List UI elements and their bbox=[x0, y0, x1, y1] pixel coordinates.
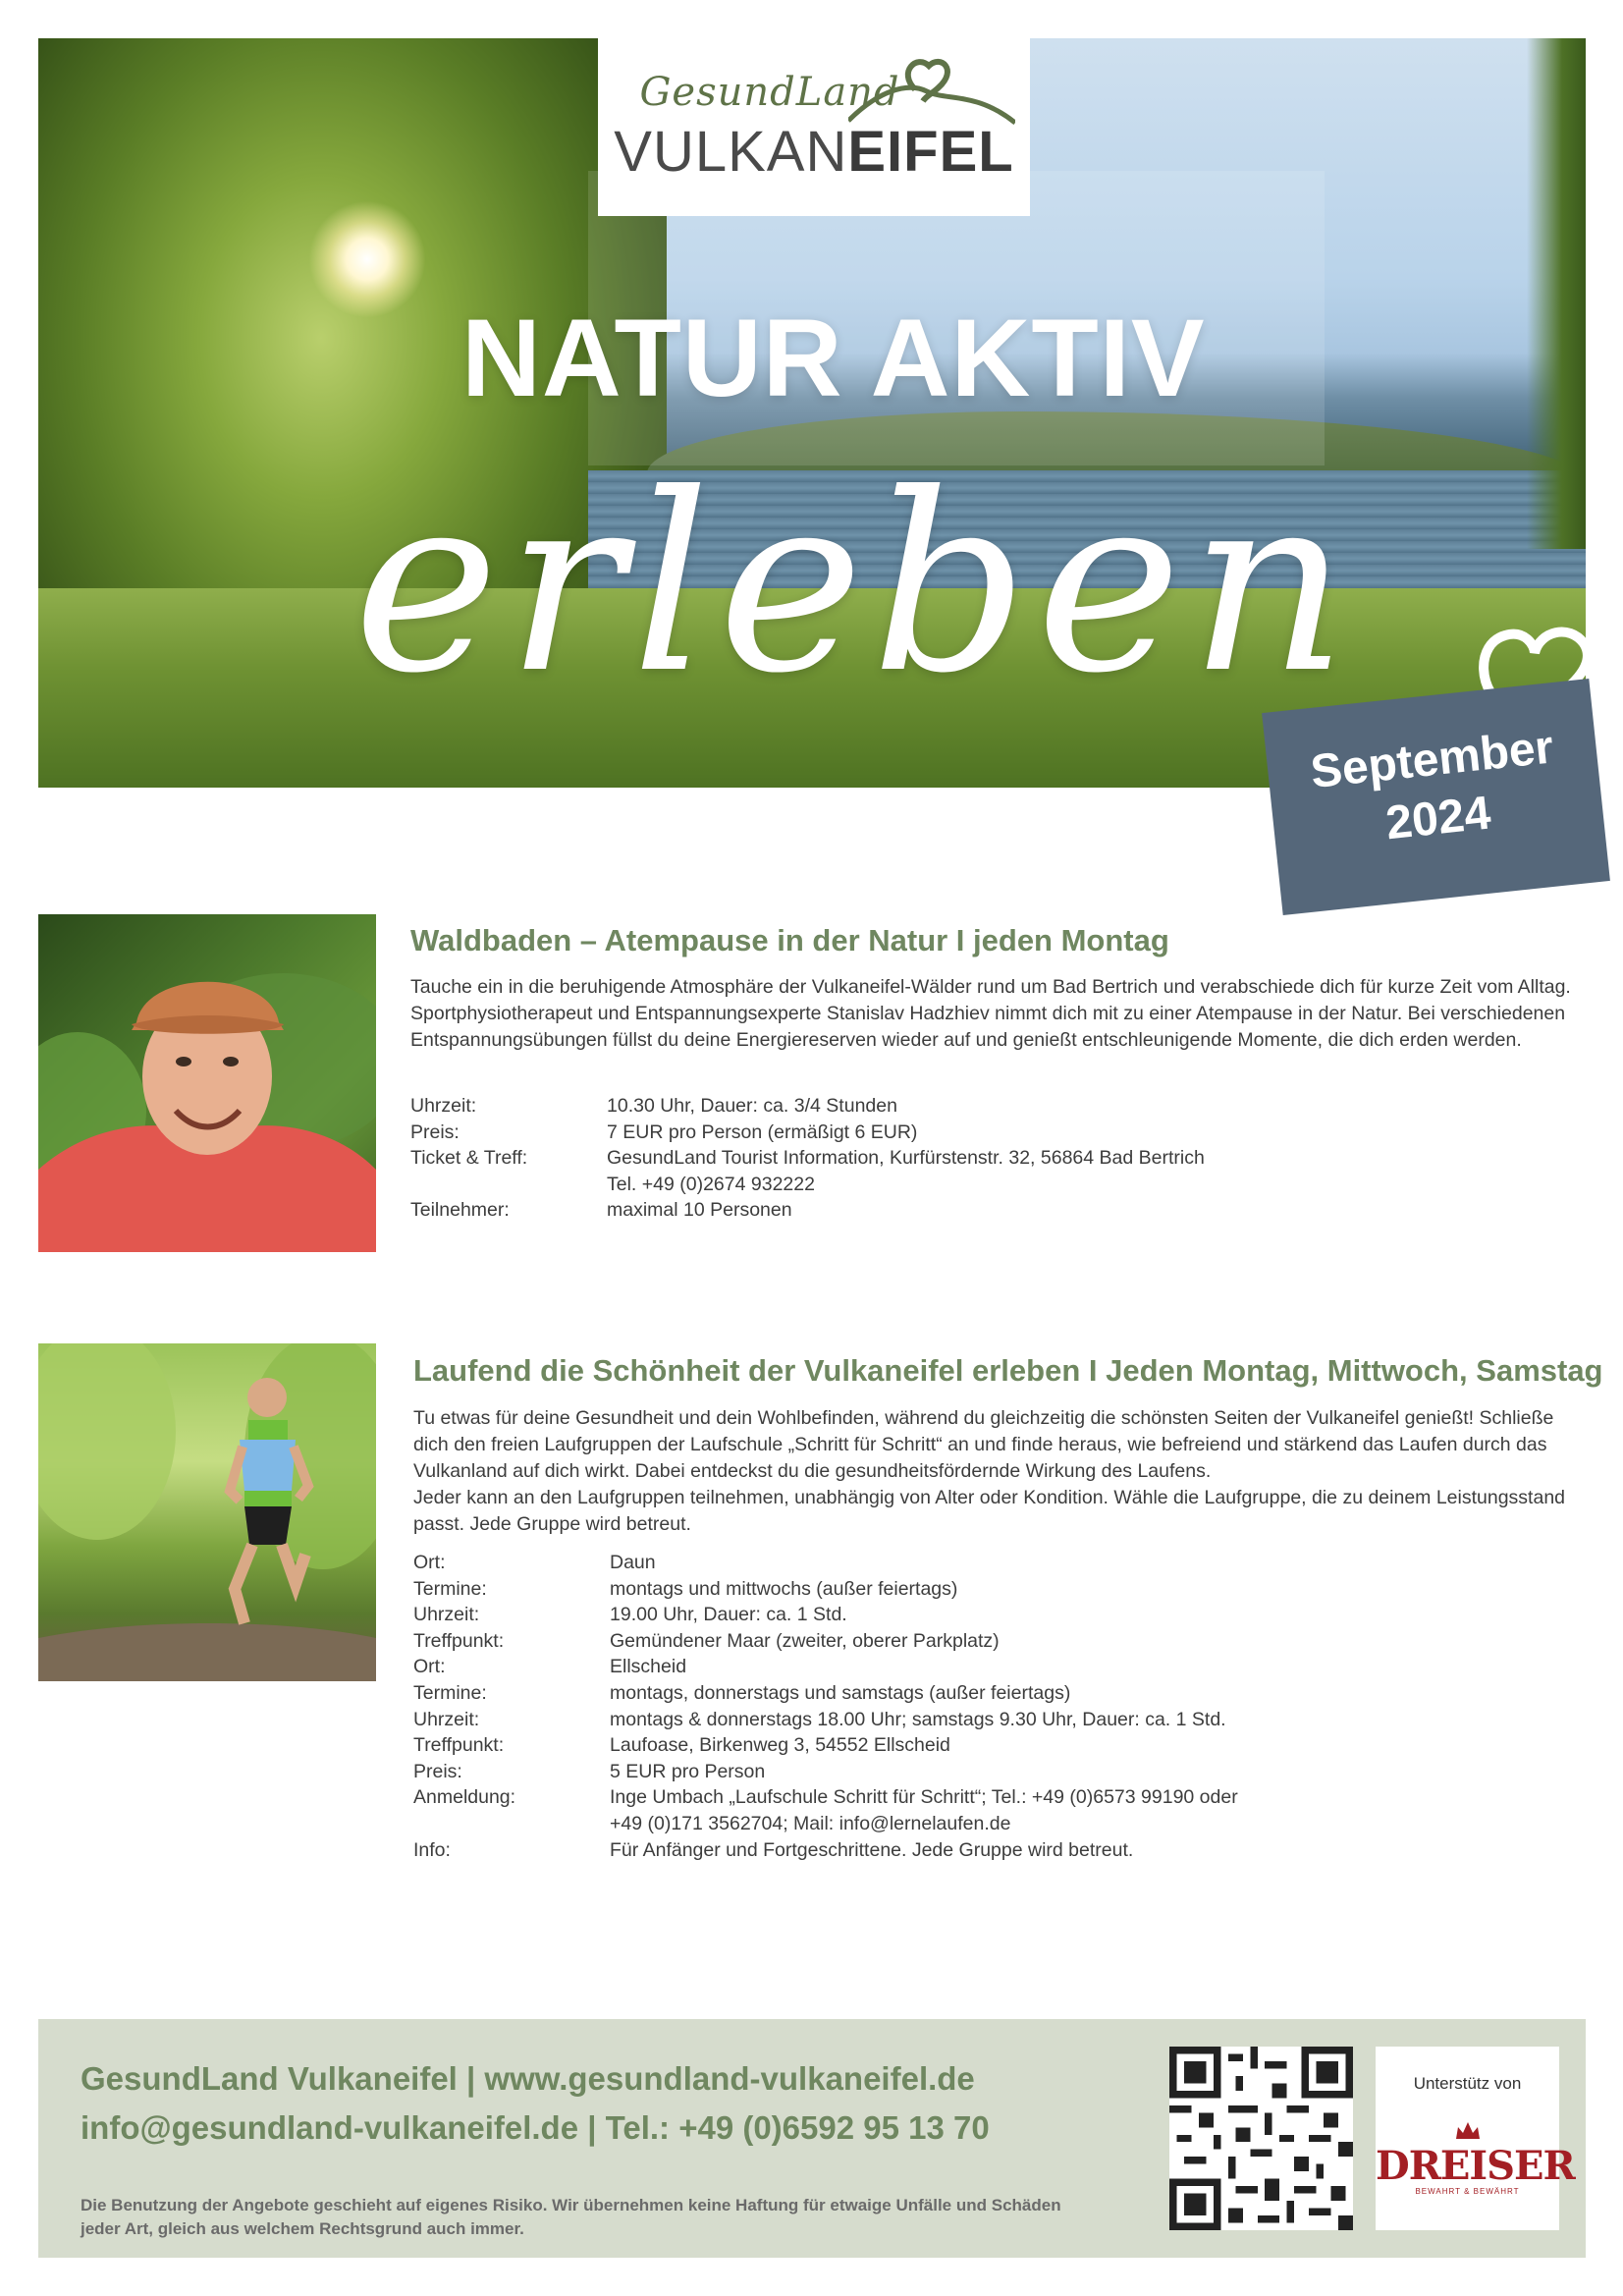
sponsor-tagline: BEWAHRT & BEWÄHRT bbox=[1415, 2187, 1520, 2196]
info-key: Treffpunkt: bbox=[413, 1629, 505, 1652]
info-value: Daun bbox=[610, 1552, 656, 1573]
info-key: Teilnehmer: bbox=[410, 1199, 510, 1222]
date-badge bbox=[1262, 679, 1610, 915]
info-row bbox=[413, 1680, 1572, 1707]
info-value: montags und mittwochs (außer feiertags) bbox=[610, 1577, 958, 1600]
info-value: 19.00 Uhr, Dauer: ca. 1 Std. bbox=[610, 1604, 847, 1626]
event-text-paragraph: Jeder kann an den Laufgruppen teilnehmen, unabhängig von Alter oder Kondition. Wähle die Laufgruppe, die zu deinem Leistungsstand passt. Jede Gruppe wird betreut. bbox=[413, 1487, 1566, 1535]
event-photo-waldbaden bbox=[38, 914, 376, 1252]
qr-code-graphic bbox=[1169, 2047, 1353, 2230]
footer-contact-mail[interactable]: info@gesundland-vulkaneifel.de | Tel.: +49 (0)6592 95 13 70 bbox=[81, 2109, 990, 2146]
info-key: Preis: bbox=[413, 1760, 462, 1782]
info-value: +49 (0)171 3562704; Mail: info@lernelaufen.de bbox=[610, 1812, 1011, 1834]
info-key: Anmeldung: bbox=[413, 1786, 516, 1809]
info-row bbox=[413, 1732, 1572, 1759]
info-row bbox=[413, 1707, 1572, 1733]
info-row bbox=[413, 1784, 1572, 1811]
sponsor-label: Unterstütz von bbox=[1413, 2074, 1522, 2093]
event-info-laufen bbox=[413, 1550, 1572, 1863]
info-key: Termine: bbox=[413, 1577, 487, 1600]
info-row bbox=[413, 1837, 1572, 1864]
info-value: montags & donnerstags 18.00 Uhr; samstags 9.30 Uhr, Dauer: ca. 1 Std. bbox=[610, 1708, 1226, 1730]
info-value: Für Anfänger und Fortgeschrittene. Jede Gruppe wird betreut. bbox=[610, 1838, 1134, 1861]
logo-word-light: VULKAN bbox=[614, 120, 848, 184]
info-key: Info: bbox=[413, 1838, 451, 1861]
info-key: Preis: bbox=[410, 1121, 460, 1143]
logo-word-bold: EIFEL bbox=[847, 120, 1014, 184]
info-row bbox=[410, 1120, 1569, 1146]
info-key: Treffpunkt: bbox=[413, 1734, 505, 1757]
sun-icon bbox=[308, 200, 426, 318]
info-value: Inge Umbach „Laufschule Schritt für Schritt“; Tel.: +49 (0)6573 99190 oder bbox=[610, 1786, 1238, 1809]
footer-disclaimer: Die Benutzung der Angebote geschieht auf eigenes Risiko. Wir übernehmen keine Haftung für etwaige Unfälle und Schäden jeder Art, gleich aus welchem Rechtsgrund auch immer. bbox=[81, 2196, 1061, 2238]
info-row bbox=[413, 1576, 1572, 1603]
info-key: Ort: bbox=[413, 1552, 446, 1573]
event-title-waldbaden: Waldbaden – Atempause in der Natur I jeden Montag bbox=[410, 923, 1169, 957]
info-key: Termine: bbox=[413, 1681, 487, 1704]
badge-year: 2024 bbox=[1382, 787, 1493, 850]
logo-script: GesundLand bbox=[639, 70, 900, 115]
footer-contact-web[interactable]: GesundLand Vulkaneifel | www.gesundland-vulkaneifel.de bbox=[81, 2060, 975, 2097]
info-row bbox=[413, 1550, 1572, 1576]
logo-mountain-icon bbox=[848, 52, 1015, 131]
info-row bbox=[413, 1811, 1572, 1837]
event-text-paragraph: Tu etwas für deine Gesundheit und dein Wohlbefinden, während du gleichzeitig die schönsten Seiten der Vulkaneifel genießt! Schließe dich den freien Laufgruppen der Laufschule „Schritt für Schritt“ an und finde heraus, wie befreiend und stärkend das Laufen durch das Vulkanland auf dich wirkt. Dabei entdeckst du die gesundheitsfördernde Wirkung des Laufens. bbox=[413, 1407, 1554, 1482]
event-photo-laufen bbox=[38, 1343, 376, 1681]
headline: NATUR AKTIV bbox=[461, 297, 1206, 419]
event-title-laufen: Laufend die Schönheit der Vulkaneifel erleben I Jeden Montag, Mittwoch, Samstag bbox=[413, 1353, 1603, 1388]
runner-illustration bbox=[38, 1343, 376, 1681]
info-key: Ort: bbox=[413, 1656, 446, 1678]
event-text-waldbaden: Tauche ein in die beruhigende Atmosphäre der Vulkaneifel-Wälder rund um Bad Bertrich und verabschiede dich für kurze Zeit vom Alltag. Sportphysiotherapeut und Entspannungsexperte Stanislav Hadzhiev nimmt dich mit zu einer Atempause in der Natur. Bei verschiedenen Entspannungsübungen füllst du deine Energiereserven wieder auf und genießt entschleunigende Momente, die dich erden werden. bbox=[410, 976, 1571, 1051]
event-info-waldbaden bbox=[410, 1093, 1569, 1224]
info-key: Uhrzeit: bbox=[413, 1708, 480, 1730]
footer bbox=[38, 2019, 1586, 2258]
info-value: Gemündener Maar (zweiter, oberer Parkplatz) bbox=[610, 1629, 1000, 1652]
info-key: Uhrzeit: bbox=[410, 1095, 477, 1117]
sponsor-box bbox=[1376, 2047, 1575, 2230]
event-text-laufen bbox=[413, 1405, 1592, 1538]
crown-icon bbox=[1454, 2119, 1482, 2141]
info-row bbox=[410, 1093, 1569, 1120]
info-value: 10.30 Uhr, Dauer: ca. 3/4 Stunden bbox=[607, 1095, 897, 1117]
info-value: montags, donnerstags und samstags (außer feiertags) bbox=[610, 1681, 1071, 1704]
info-value: GesundLand Tourist Information, Kurfürstenstr. 32, 56864 Bad Bertrich bbox=[607, 1147, 1205, 1170]
info-key: Uhrzeit: bbox=[413, 1604, 480, 1626]
info-key: Ticket & Treff: bbox=[410, 1147, 528, 1170]
info-key bbox=[413, 1811, 610, 1837]
logo bbox=[598, 38, 1030, 216]
info-value: 5 EUR pro Person bbox=[610, 1760, 766, 1782]
info-row bbox=[413, 1654, 1572, 1680]
info-value: Ellscheid bbox=[610, 1656, 687, 1678]
portrait-illustration bbox=[38, 914, 376, 1252]
info-value: 7 EUR pro Person (ermäßigt 6 EUR) bbox=[607, 1121, 918, 1143]
sponsor-brand: DREISER bbox=[1376, 2143, 1575, 2189]
info-value: maximal 10 Personen bbox=[607, 1199, 792, 1222]
info-row bbox=[413, 1602, 1572, 1628]
badge-month: September bbox=[1308, 721, 1556, 799]
info-key bbox=[410, 1172, 607, 1198]
info-row bbox=[410, 1197, 1569, 1224]
script-word: erleben bbox=[353, 441, 1356, 727]
qr-code-icon[interactable] bbox=[1169, 2047, 1353, 2230]
trees-right bbox=[1527, 38, 1586, 549]
info-row bbox=[413, 1628, 1572, 1655]
info-value: Tel. +49 (0)2674 932222 bbox=[607, 1173, 815, 1195]
info-row bbox=[410, 1145, 1569, 1172]
info-row bbox=[413, 1759, 1572, 1785]
info-row bbox=[410, 1172, 1569, 1198]
info-value: Laufoase, Birkenweg 3, 54552 Ellscheid bbox=[610, 1734, 950, 1757]
